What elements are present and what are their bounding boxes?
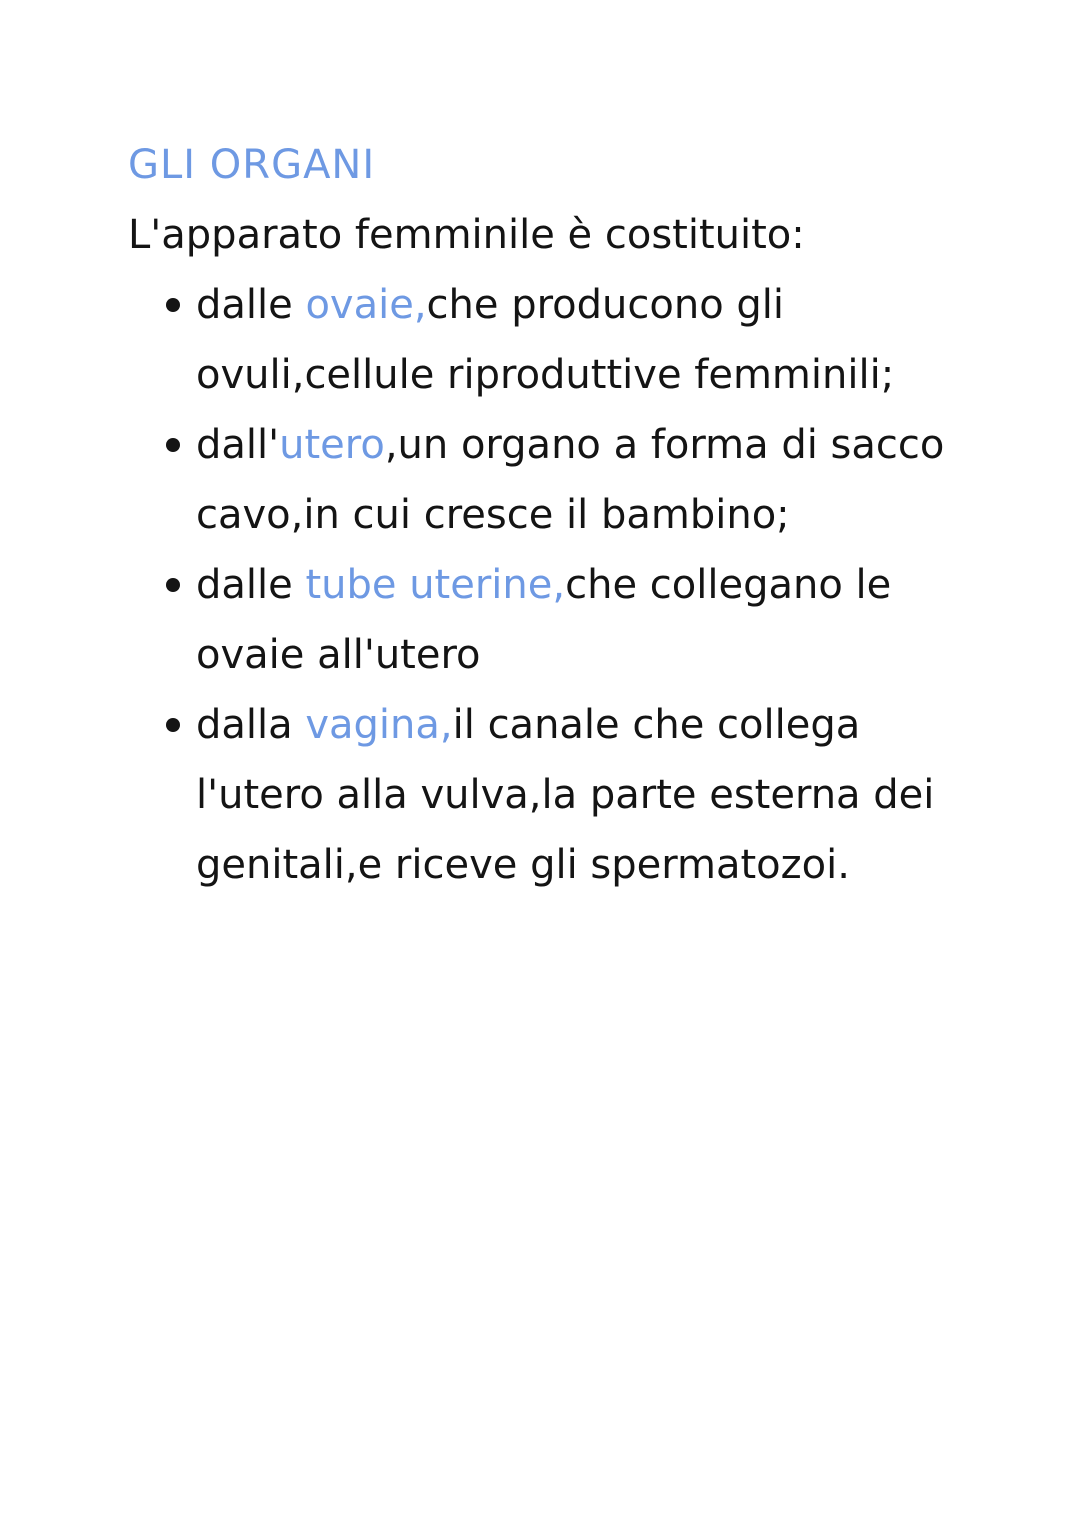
term-utero: utero: [279, 422, 385, 468]
bullet-text: [196, 410, 1058, 480]
list-item-vagina-continuation: genitali,e riceve gli spermatozoi.: [196, 842, 850, 888]
bullet-dot-icon: [166, 578, 180, 592]
bullet-text: [196, 550, 1058, 620]
list-item-tube-uterine: [128, 550, 1058, 620]
term-ovaie: ovaie,: [305, 282, 427, 328]
list-item-ovaie-continuation: ovuli,cellule riproduttive femminili;: [196, 352, 895, 398]
bullet-text: [196, 270, 1058, 340]
intro-line: L'apparato femminile è costituito:: [128, 212, 805, 258]
list-item-tube-uterine-continuation: ovaie all'utero: [196, 632, 481, 678]
list-item-vagina-continuation: l'utero alla vulva,la parte esterna dei: [196, 772, 935, 818]
page-title: GLI ORGANI: [128, 142, 376, 188]
list-item-utero: [128, 410, 1058, 480]
list-item-utero-continuation: cavo,in cui cresce il bambino;: [196, 492, 790, 538]
bullet-prefix: dalle: [196, 282, 306, 328]
bullet-suffix: che collegano le: [565, 562, 892, 608]
bullet-prefix: dalla: [196, 702, 306, 748]
bullet-prefix: dalle: [196, 562, 306, 608]
bullet-suffix: che producono gli: [426, 282, 785, 328]
bullet-dot-icon: [166, 438, 180, 452]
bullet-suffix: ,un organo a forma di sacco: [384, 422, 945, 468]
bullet-dot-icon: [166, 298, 180, 312]
bullet-text: [196, 690, 1058, 760]
notes-content: [128, 130, 1058, 900]
bullet-dot-icon: [166, 718, 180, 732]
bullet-suffix: il canale che collega: [452, 702, 861, 748]
term-tube-uterine: tube uterine,: [305, 562, 566, 608]
term-vagina: vagina,: [305, 702, 453, 748]
list-item-ovaie: [128, 270, 1058, 340]
bullet-prefix: dall': [196, 422, 280, 468]
list-item-vagina: [128, 690, 1058, 760]
